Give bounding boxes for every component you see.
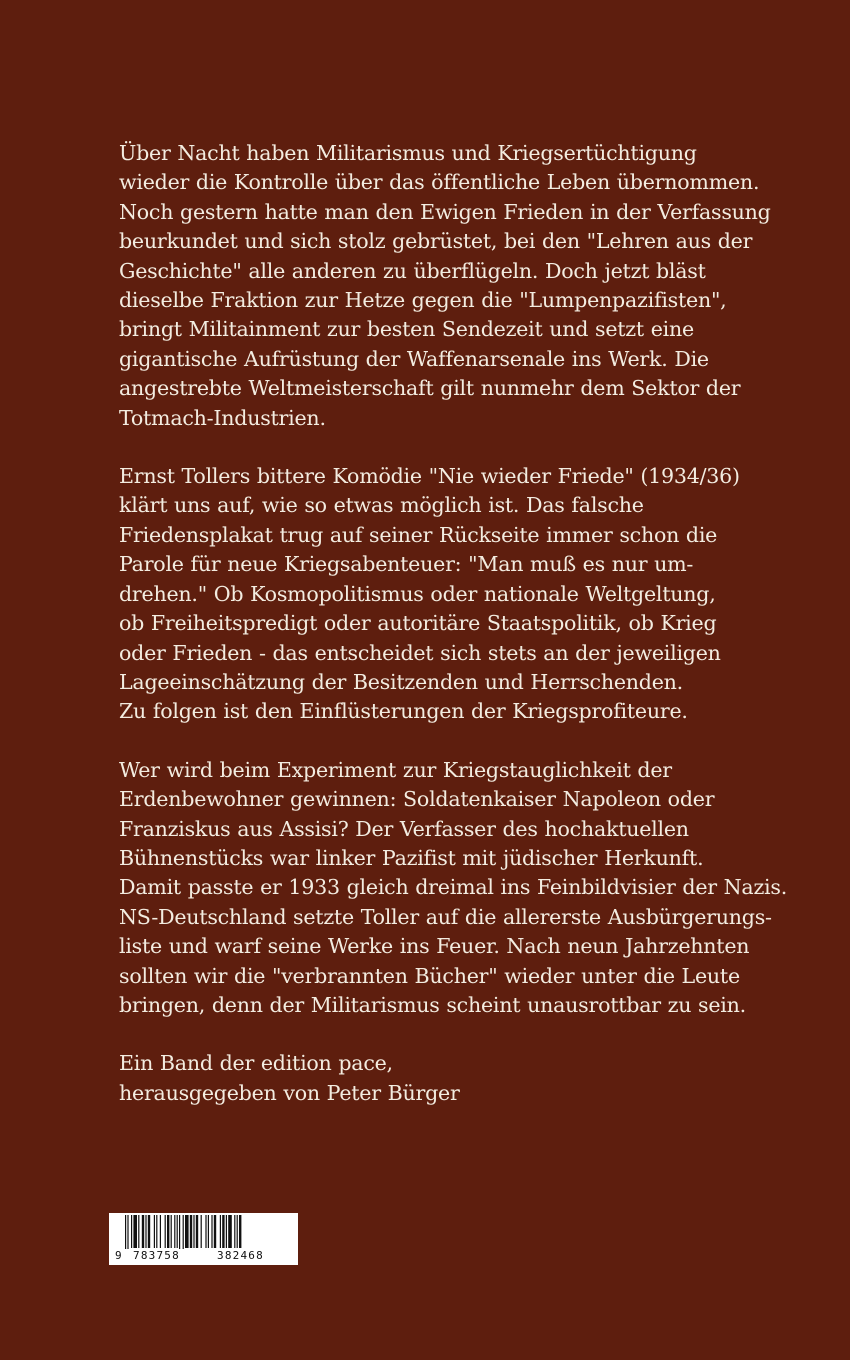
barcode-bar — [214, 1215, 216, 1248]
barcode-bar — [239, 1215, 241, 1248]
text-line: liste und warf seine Werke ins Feuer. Nach neun Jahrzehnten — [119, 934, 750, 959]
blurb-paragraph-3 — [119, 756, 788, 1021]
barcode-bar — [201, 1215, 202, 1248]
barcode-bar — [138, 1215, 139, 1248]
text-line: oder Frieden - das entscheidet sich stets an der jeweiligen — [119, 640, 721, 665]
text-line: gigantische Aufrüstung der Waffenarsenale ins Werk. Die — [119, 346, 709, 371]
barcode-bar — [228, 1215, 232, 1248]
editor-line: herausgegeben von Peter Bürger — [119, 1080, 460, 1105]
barcode-bar — [145, 1215, 146, 1248]
text-line: Lageeinschätzung der Besitzenden und Herrschenden. — [119, 669, 683, 694]
text-line: Geschichte" alle anderen zu überflügeln. Doch jetzt bläst — [119, 258, 706, 283]
blurb-paragraph-1 — [119, 139, 771, 433]
barcode-bar — [142, 1215, 144, 1248]
text-line: Parole für neue Kriegsabenteuer: "Man muß es nur um- — [119, 552, 694, 577]
barcode-bar — [160, 1215, 161, 1248]
text-line: sollten wir die "verbrannten Bücher" wieder unter die Leute — [119, 963, 740, 988]
isbn-lead-digit: 9 — [115, 1249, 123, 1262]
barcode-bar — [179, 1215, 180, 1249]
barcode-bar — [220, 1215, 221, 1248]
publisher-credit — [119, 1049, 759, 1108]
isbn-barcode — [109, 1213, 298, 1265]
blurb-paragraph-2 — [119, 462, 759, 727]
barcode-bar — [174, 1215, 175, 1248]
barcode-bar — [185, 1215, 189, 1248]
barcode-bar — [208, 1215, 209, 1248]
text-line: wieder die Kontrolle über das öffentliche Leben übernommen. — [119, 170, 760, 195]
barcode-bar — [190, 1215, 192, 1248]
barcode-bar — [205, 1215, 206, 1248]
text-line: Damit passte er 1933 gleich dreimal ins Feinbildvisier der Nazis. — [119, 875, 788, 900]
barcode-bar — [234, 1215, 235, 1248]
barcode-bar — [127, 1215, 128, 1249]
text-line: dieselbe Fraktion zur Hetze gegen die "Lumpenpazifisten", — [119, 288, 727, 313]
text-line: Zu folgen ist den Einflüsterungen der Kriegsprofiteure. — [119, 699, 688, 724]
text-line: Ernst Tollers bittere Komödie "Nie wieder Friede" (1934/36) — [119, 464, 740, 489]
text-line: Totmach-Industrien. — [119, 405, 326, 430]
edition-line: Ein Band der edition pace, — [119, 1051, 393, 1076]
barcode-bar — [211, 1215, 212, 1248]
barcode-bar — [148, 1215, 150, 1248]
text-line: Franziskus aus Assisi? Der Verfasser des hochaktuellen — [119, 816, 689, 841]
barcode-bar — [193, 1215, 194, 1248]
barcode-bar — [196, 1215, 198, 1248]
text-line: Friedensplakat trug auf seiner Rückseite immer schon die — [119, 522, 718, 547]
text-line: drehen." Ob Kosmopolitismus oder nationale Weltgeltung, — [119, 581, 716, 606]
barcode-bar — [131, 1215, 132, 1248]
text-line: beurkundet und sich stolz gebrüstet, bei den "Lehren aus der — [119, 229, 753, 254]
back-cover-text — [119, 139, 788, 1137]
barcode-bar — [125, 1215, 126, 1249]
text-line: ob Freiheitspredigt oder autoritäre Staatspolitik, ob Krieg — [119, 611, 717, 636]
barcode-bar — [133, 1215, 137, 1248]
barcode-bar — [156, 1215, 157, 1248]
text-line: bringt Militainment zur besten Sendezeit und setzt eine — [119, 317, 694, 342]
barcode-bar — [165, 1215, 166, 1248]
text-line: angestrebte Weltmeisterschaft gilt nunmehr dem Sektor der — [119, 376, 741, 401]
text-line: bringen, denn der Militarismus scheint unausrottbar zu sein. — [119, 992, 746, 1017]
text-line: Wer wird beim Experiment zur Kriegstauglichkeit der — [119, 757, 672, 782]
barcode-bar — [171, 1215, 172, 1248]
barcode-bar — [226, 1215, 227, 1248]
text-line: Noch gestern hatte man den Ewigen Frieden in der Verfassung — [119, 199, 771, 224]
text-line: Über Nacht haben Militarismus und Kriegsertüchtigung — [119, 141, 697, 165]
barcode-bar — [177, 1215, 178, 1248]
text-line: Erdenbewohner gewinnen: Soldatenkaiser Napoleon oder — [119, 787, 715, 812]
text-line: NS-Deutschland setzte Toller auf die allererste Ausbürgerungs- — [119, 904, 772, 929]
barcode-bar — [167, 1215, 169, 1248]
barcode-bar — [154, 1215, 155, 1248]
barcode-bar — [183, 1215, 184, 1249]
isbn-digits-right: 382468 — [217, 1249, 264, 1262]
text-line: klärt uns auf, wie so etwas möglich ist. Das falsche — [119, 493, 644, 518]
barcode-bars — [109, 1213, 298, 1249]
barcode-bar — [222, 1215, 224, 1248]
barcode-bar — [237, 1215, 238, 1248]
text-line: Bühnenstücks war linker Pazifist mit jüdischer Herkunft. — [119, 845, 704, 870]
isbn-digits-left: 783758 — [133, 1249, 180, 1262]
